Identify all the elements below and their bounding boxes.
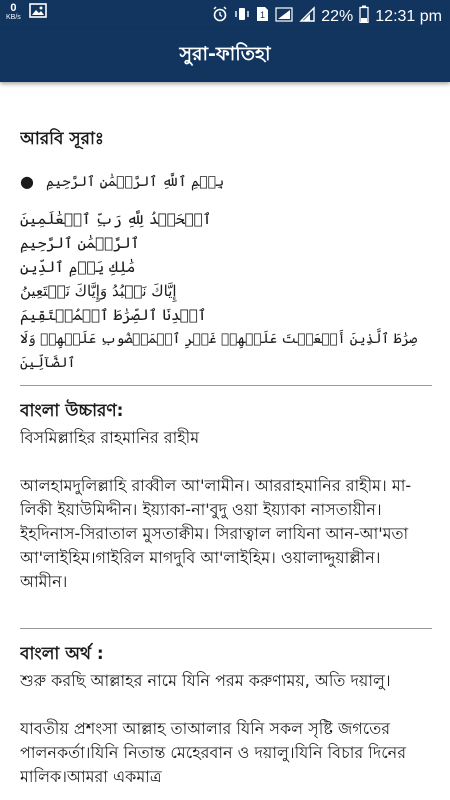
vibrate-icon [234,6,250,27]
bismillah-row [20,172,432,191]
arabic-verse: إِيَّاكَ نَعۡبُدُ وَإِيَّاكَ نَسۡتَعِينُ [20,282,177,300]
arabic-verse: مَٰلِكِ يَوۡمِ ٱلدِّينِ [20,258,136,276]
network-speed-unit: KB/s [6,14,21,21]
arabic-verse: ٱلرَّحۡمَٰنِ ٱلرَّحِيمِ [20,234,140,252]
bullet-icon: ● [20,172,34,191]
surah-content[interactable] [20,82,432,800]
app-bar [0,30,450,82]
arabic-verse: ٱلۡحَمۡدُ لِلَّهِ رَبِّ ٱلۡعَٰلَمِينَ [20,210,212,228]
signal-lte-icon [275,6,293,27]
battery-percent: 22% [321,7,354,25]
pronunciation-paragraph: আলহামদুলিল্লাহি রাব্বীল আ'লামীন। আররাহমানির রাহীম। মা-লিকী ইয়াউমিদ্দীন। ইয়্যাকা-না'বুদু ওয়া ইয়্যাকা নাসতায়ীন। ইহদিনাস-সিরাতাল মুসতাক্বীম। সিরাত্বাল লাযিনা আন-আ'মতা আ'লাইহিম।গাইরিল মাগদুবি আ'লাইহিম। ওয়ালাদ্দুয়াল্লীন। আমীন। [20,476,412,591]
meaning-heading: বাংলা অর্থ : [20,644,104,664]
signal-strength-icon [299,6,315,27]
arabic-verse: ٱهۡدِنَا ٱلصِّرَٰطَ ٱلۡمُسۡتَقِيمَ [20,306,207,324]
arabic-verses [20,207,432,375]
page-title: সুরা-ফাতিহা [179,43,271,65]
network-speed-value: 0 [10,2,17,14]
network-speed [6,4,21,22]
sim-icon [256,6,269,27]
gallery-icon [29,3,47,23]
arabic-verse: صِرَٰطَ ٱلَّذِينَ أَنۡعَمۡتَ عَلَيۡهِمۡ غَيۡرِ ٱلۡمَغۡضُوبِ عَلَيۡهِمۡ وَلَا ٱلضَّآلِّينَ [20,331,418,371]
pronunciation-heading: বাংলা উচ্চারণ: [20,401,124,421]
pronunciation-bismillah: বিসমিল্লাহির রাহমানির রাহীম [20,428,200,447]
alarm-icon [212,6,228,27]
svg-text:1: 1 [260,10,266,20]
battery-icon [359,5,369,28]
meaning-paragraph-2: যাবতীয় প্রশংসা আল্লাহ তাআলার যিনি সকল সৃষ্টি জগতের পালনকর্তা।যিনি নিতান্ত মেহেরবান ও দয়ালু।যিনি বিচার দিনের মালিক।আমরা একমাত্র [20,719,407,786]
status-bar [0,0,450,30]
meaning-paragraph-1: শুরু করছি আল্লাহর নামে যিনি পরম করুণাময়, অতি দয়ালু। [20,671,391,690]
arabic-heading: আরবি সূরাঃ [20,129,104,149]
clock: 12:31 pm [375,7,442,25]
bismillah-text: بِسۡمِ ٱللَّهِ ٱلرَّحۡمَٰنِ ٱلرَّحِيمِ [46,173,225,190]
